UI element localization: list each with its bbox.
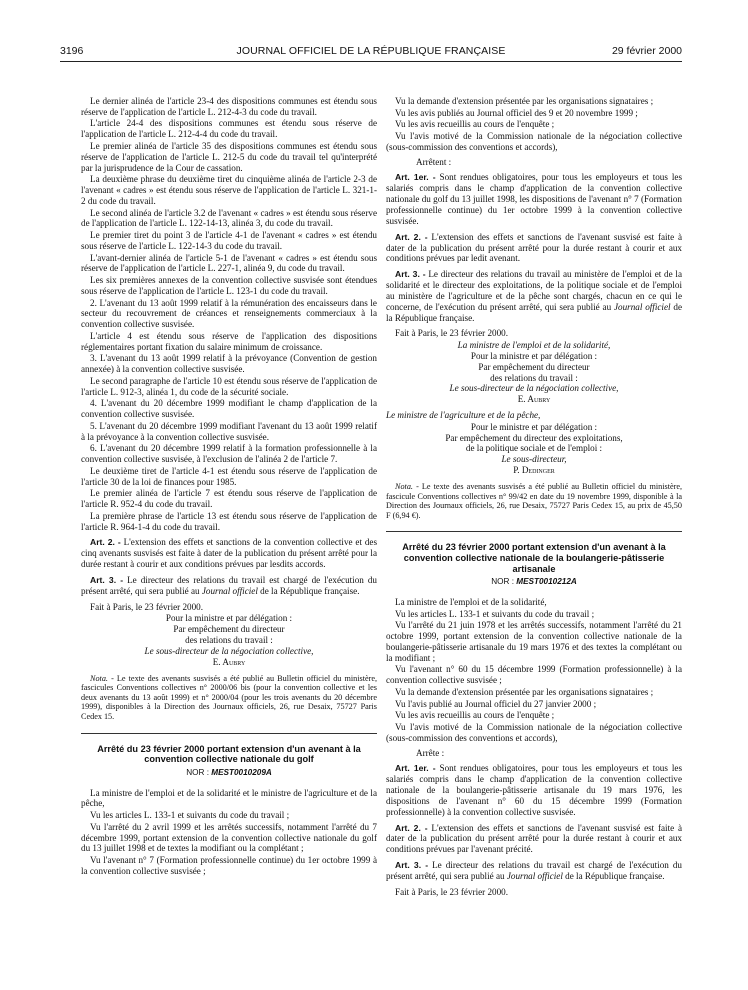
article-text: Sont rendues obligatoires, pour tous les employeurs et tous les salariés compris dans le champ d'application de la convention collective nationale de la boulangerie-pâtisserie artisanale du 19 mars 1976, les dispositions de l'avenant n° 60 du 15 décembre 1999 (Formation professionnelle) à la convention collective susvisée. — [386, 763, 682, 817]
paragraph: 2. L'avenant du 13 août 1999 relatif à la rémunération des encaisseurs dans le secteur du recouvrement de créances et renseignements commerciaux à la convention collective susvisée. — [81, 297, 377, 330]
decree3-fait: Fait à Paris, le 23 février 2000. — [395, 886, 509, 897]
paragraph: Vu l'avis publié au Journal officiel du 27 janvier 2000 ; — [395, 698, 597, 709]
paragraph: La ministre de l'emploi et de la solidarité, — [395, 596, 547, 607]
signature-line: Le sous-directeur, — [501, 454, 567, 465]
article-text: Le directeur des relations du travail est chargé de l'exécution du présent arrêté, qui sera publié au — [386, 860, 682, 881]
paragraph: Vu l'avis motivé de la Commission nationale de la négociation collective (sous-commission des conventions et accords), — [386, 130, 682, 152]
nor-code: MEST0010212A — [516, 577, 577, 587]
article-label: Art. 3. - — [395, 860, 429, 871]
left-article-3 — [81, 575, 377, 597]
signature-line: Pour la ministre et par délégation : — [470, 350, 598, 361]
signature-line: Le sous-directeur de la négociation collective, — [449, 383, 619, 394]
signature-line: Pour le ministre et par délégation : — [470, 421, 598, 432]
paragraph: 3. L'avenant du 13 août 1999 relatif à la prévoyance (Convention de gestion annexée) à la convention collective susvisée. — [81, 353, 377, 375]
signature-line: La ministre de l'emploi et de la solidarité, — [457, 340, 611, 351]
right-paragraph-list — [386, 96, 682, 153]
article-label: Art. 3. - — [90, 574, 124, 585]
arrete-heading: Arrête : — [416, 747, 445, 758]
paragraph: Vu les avis recueillis au cours de l'enquête ; — [395, 119, 555, 130]
journal-name: Journal officiel — [614, 301, 671, 312]
article-text: de la République française. — [260, 585, 360, 596]
left-paragraph-list — [81, 96, 377, 532]
article-label: Art. 1er. - — [395, 172, 436, 183]
signature-line: Par empêchement du directeur des exploitations, — [445, 432, 623, 443]
signature-line: Pour la ministre et par délégation : — [165, 613, 293, 624]
decree3-article-2 — [386, 823, 682, 856]
nota-label: Nota. - — [395, 481, 419, 491]
paragraph: Vu l'arrêté du 2 avril 1999 et les arrêtés successifs, notamment l'arrêté du 7 décembre 1999, portant extension de la convention collective nationale du golf du 13 juillet 1998 et de textes la modifiant ou la complétant ; — [81, 821, 377, 854]
right-fait: Fait à Paris, le 23 février 2000. — [395, 328, 509, 339]
nor-code: MEST0010209A — [211, 767, 272, 777]
article-label: Art. 2. - — [90, 537, 121, 548]
decree3-article-3 — [386, 860, 682, 882]
decree-paragraph-list — [386, 597, 682, 744]
paragraph: 4. L'avenant du 20 décembre 1999 modifiant le champ d'application de la convention collective susvisée. — [81, 398, 377, 420]
nor-label: NOR : — [186, 767, 209, 777]
right-column — [386, 96, 682, 898]
decree-title: Arrêté du 23 février 2000 portant extension d'un avenant à la convention collective nationale de la boulangerie-pâtisserie artisanale — [402, 542, 666, 574]
section-divider — [386, 531, 682, 532]
paragraph: Le second paragraphe de l'article 10 est étendu sous réserve de l'application de l'article L. 912-3, alinéa 1, du code de la sécurité sociale. — [81, 375, 377, 397]
paragraph: L'article 24-4 des dispositions communes est étendu sous réserve de l'application de l'article L. 212-4-4 du code du travail. — [81, 118, 377, 140]
article-text: L'extension des effets et sanctions de l'avenant susvisé est faite à dater de la publication du présent arrêté pour la durée restant à courir et aux conditions prévues par ledit avenant. — [386, 231, 683, 264]
paragraph: Le premier alinéa de l'article 35 des dispositions communes est étendu sous réserve de l'application de l'article L. 212-5 du code du travail tel qu'interprété par la jurisprudence de la Cour de cassation. — [81, 140, 377, 173]
nor-reference — [386, 577, 682, 588]
paragraph: Vu la demande d'extension présentée par les organisations signataires ; — [395, 96, 654, 106]
article-text: de la République française. — [565, 870, 665, 881]
issue-date: 29 février 2000 — [611, 45, 682, 57]
journal-title: JOURNAL OFFICIEL DE LA RÉPUBLIQUE FRANÇAISE — [236, 45, 506, 57]
arrete-heading: Arrêtent : — [416, 156, 452, 167]
paragraph: Vu l'arrêté du 21 juin 1978 et les arrêtés successifs, notamment l'arrêté du 21 octobre 1999, portant extension de la convention collective nationale de la boulangerie-pâtisserie artisanale du 19 mars 1976 et des textes la complétant ou la modifiant ; — [386, 620, 682, 663]
nota-label: Nota. - — [90, 673, 114, 683]
article-label: Art. 1er. - — [395, 763, 436, 774]
page-number: 3196 — [60, 45, 84, 57]
paragraph: L'article 4 est étendu sous réserve de l'application des dispositions réglementaires portant fixation du salaire minimum de croissance. — [81, 330, 377, 352]
signature-line: des relations du travail : — [490, 372, 578, 383]
nota-text: Le texte des avenants susvisés a été publié au Bulletin officiel du ministère, fascicule Conventions collectives n° 99/42 en date du 19 novembre 1999, disponible à la Direction des Journaux officiels, 26, rue Desaix, 75727 Paris Cedex 15, au prix de 45,50 F (6,94 €). — [386, 481, 683, 520]
paragraph: Vu l'avis motivé de la Commission nationale de la négociation collective (sous-commission des conventions et accords), — [386, 721, 682, 743]
paragraph: Le dernier alinéa de l'article 23-4 des dispositions communes est étendu sous réserve de l'application de l'article L. 212-4-3 du code du travail. — [81, 96, 377, 117]
signatory-name: E. Aubry — [517, 394, 551, 405]
signature-line: Le sous-directeur de la négociation collective, — [144, 645, 314, 656]
decree-title: Arrêté du 23 février 2000 portant extension d'un avenant à la convention collective nationale du golf — [97, 743, 361, 765]
right-article-1 — [386, 172, 682, 226]
left-article-2 — [81, 537, 377, 570]
paragraph: L'avant-dernier alinéa de l'article 5-1 de l'avenant « cadres » est étendu sous réserve de l'application de l'article L. 227-1, alinéa 9, du code du travail. — [81, 252, 377, 274]
paragraph: Le deuxième tiret de l'article 4-1 est étendu sous réserve de l'application de l'article 30 de la loi de finances pour 1985. — [81, 465, 377, 487]
article-text: Sont rendues obligatoires, pour tous les employeurs et tous les salariés compris dans le champ d'application de la convention collective nationale du golf du 13 juillet 1998, les dispositions de l'avenant n° 7 (Formation professionnelle continue) du 1er octobre 1999 à la convention collective susvisée. — [386, 172, 682, 226]
paragraph: Vu les articles L. 133-1 et suivants du code du travail ; — [395, 608, 595, 619]
paragraph: 6. L'avenant du 20 décembre 1999 relatif à la formation professionnelle à la convention collective susvisée, à l'exclusion de l'alinéa 2 de l'article 7. — [81, 443, 377, 465]
paragraph: Vu les avis publiés au Journal officiel des 9 et 20 novembre 1999 ; — [395, 107, 638, 118]
article-label: Art. 2. - — [395, 822, 428, 833]
nota-text: Le texte des avenants susvisés a été publié au Bulletin officiel du ministère, fascicules Conventions collectives n° 2000/06 bis (pour la convention collective et les deux avenants du 13 août 1999) et n° 2000/04 (pour les trois avenants du 20 décembre 1999), disponibles à la Direction des Journaux officiels, 26, rue Desaix, 75727 Paris Cedex 15. — [81, 673, 378, 721]
article-text: L'extension des effets et sanctions de la convention collective et des cinq avenants susvisés est faite à dater de la publication du présent arrêté pour la durée restant à courir et aux conditions prévues par lesdits accords. — [81, 537, 378, 570]
signature-line: Le ministre de l'agriculture et de la pêche, — [386, 410, 541, 421]
paragraph: Vu les articles L. 133-1 et suivants du code du travail ; — [90, 810, 290, 821]
paragraph: 5. L'avenant du 20 décembre 1999 modifiant l'avenant du 13 août 1999 relatif à la prévoyance à la convention collective susvisée. — [81, 420, 377, 442]
paragraph: Vu les avis recueillis au cours de l'enquête ; — [395, 710, 555, 721]
paragraph: Le premier tiret du point 3 de l'article 4-1 de l'avenant « cadres » est étendu sous réserve de l'article L. 122-14-3 du code du travail. — [81, 230, 377, 251]
paragraph: La première phrase de l'article 13 est étendu sous réserve de l'application de l'article R. 964-1-4 du code du travail. — [81, 510, 377, 532]
signature-line: de la politique sociale et de l'emploi : — [465, 443, 603, 454]
paragraph: La deuxième phrase du deuxième tiret du cinquième alinéa de l'article 2-3 de l'avenant « cadres » est étendu sous réserve de l'application de l'article L. 321-1-2 du code du travail. — [81, 174, 377, 206]
decree-paragraph-list — [81, 788, 377, 877]
paragraph: Le premier alinéa de l'article 7 est étendu sous réserve de l'application de l'article R. 952-4 du code du travail. — [81, 488, 377, 510]
paragraph: Le second alinéa de l'article 3.2 de l'avenant « cadres » est étendu sous réserve de l'application de l'article L. 122-14-13, alinéa 3, du code du travail. — [81, 207, 377, 229]
signatory-name: P. Dedinger — [513, 465, 555, 476]
signature-line: Par empêchement du directeur — [173, 624, 285, 635]
journal-name: Journal officiel — [506, 870, 563, 881]
paragraph: Vu l'avenant n° 7 (Formation professionnelle continue) du 1er octobre 1999 à la convention collective susvisée ; — [81, 854, 377, 876]
page-header — [60, 45, 682, 59]
right-article-2 — [386, 232, 682, 265]
article-text: L'extension des effets et sanctions de l'avenant susvisé est faite à dater de la publication du présent arrêté pour la durée restant à courir et aux conditions prévues par l'avenant précité. — [386, 822, 683, 855]
paragraph: Vu l'avenant n° 60 du 15 décembre 1999 (Formation professionnelle) à la convention collective susvisée ; — [386, 664, 682, 686]
header-rule — [60, 61, 682, 62]
signatory-name: E. Aubry — [212, 656, 246, 667]
paragraph: Les six premières annexes de la convention collective susvisée sont étendues sous réserve de l'application de l'article L. 123-1 du code du travail. — [81, 275, 377, 296]
left-fait: Fait à Paris, le 23 février 2000. — [90, 601, 204, 612]
section-divider — [81, 733, 377, 734]
left-column — [81, 96, 377, 877]
signature-line: Par empêchement du directeur — [478, 361, 590, 372]
journal-name: Journal officiel — [201, 585, 258, 596]
article-label: Art. 2. - — [395, 231, 428, 242]
left-nota — [81, 674, 377, 722]
article-text: Le directeur des relations du travail au ministère de l'emploi et de la solidarité et le directeur des exploitations, de la politique sociale et de l'emploi au ministère de l'agriculture et de la pêche sont chargés, chacun en ce qui le concerne, de l'exécution du présent arrêté, qui sera publié au — [386, 269, 682, 312]
article-label: Art. 3. - — [395, 269, 426, 280]
right-nota — [386, 482, 682, 520]
nor-label: NOR : — [491, 577, 514, 587]
paragraph: Vu la demande d'extension présentée par les organisations signataires ; — [395, 686, 654, 697]
article-text: de la République française. — [386, 301, 683, 323]
article-text: Le directeur des relations du travail est chargé de l'exécution du présent arrêté, qui sera publié au — [81, 574, 377, 596]
nor-reference — [81, 768, 377, 779]
signature-line: des relations du travail : — [185, 635, 273, 645]
paragraph: La ministre de l'emploi et de la solidarité et le ministre de l'agriculture et de la pêche, — [81, 787, 377, 809]
right-article-3 — [386, 269, 682, 323]
decree3-article-1 — [386, 763, 682, 817]
